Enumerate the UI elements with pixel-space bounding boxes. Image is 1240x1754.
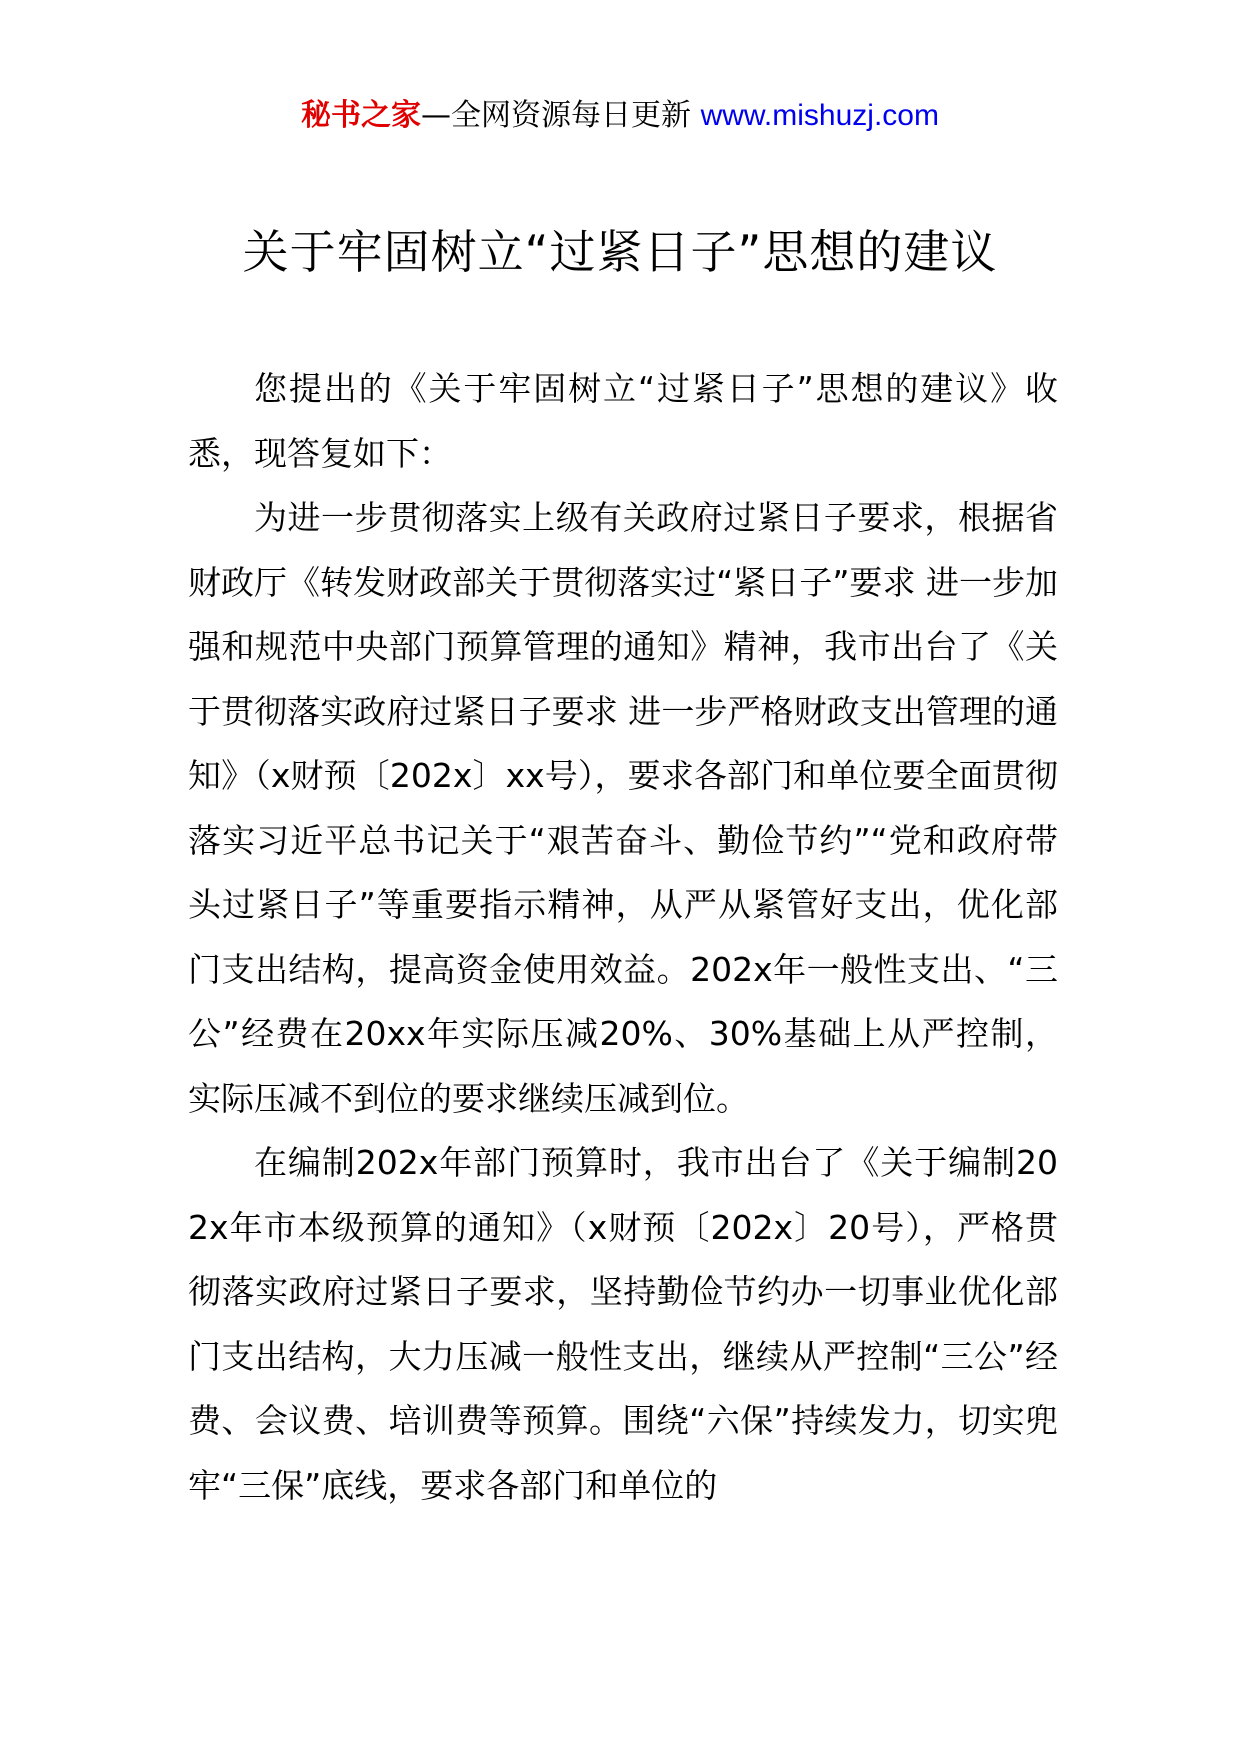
site-tagline: —全网资源每日更新 xyxy=(421,98,692,133)
paragraph-1: 您提出的《关于牢固树立“过紧日子”思想的建议》收悉，现答复如下： xyxy=(188,369,1058,473)
document-title: 关于牢固树立“过紧日子”思想的建议 xyxy=(242,225,998,279)
site-brand: 秘书之家 xyxy=(301,98,422,133)
site-url-link[interactable]: www.mishuzj.com xyxy=(700,99,939,132)
document-body xyxy=(188,357,1058,1518)
site-header xyxy=(0,96,1240,136)
paragraph-2: 为进一步贯彻落实上级有关政府过紧日子要求，根据省财政厅《转发财政部关于贯彻落实过“紧日子”要求 进一步加强和规范中央部门预算管理的通知》精神，我市出台了《关于贯彻落实政府过紧日子要求 进一步严格财政支出管理的通知》（x财预〔202x〕xx号），要求各部门和单位要全面贯彻落实习近平总书记关于“艰苦奋斗、勤俭节约”“党和政府带头过紧日子”等重要指示精神，从严从紧管好支出，优化部门支出结构，提高资金使用效益。202x年一般性支出、“三公”经费在20xx年实际压减20%、30%基础上从严控制，实际压减不到位的要求继续压减到位。 xyxy=(188,498,1058,1118)
paragraph-3: 在编制202x年部门预算时，我市出台了《关于编制202x年市本级预算的通知》（x财预〔202x〕20号），严格贯彻落实政府过紧日子要求，坚持勤俭节约办一切事业优化部门支出结构，大力压减一般性支出，继续从严控制“三公”经费、会议费、培训费等预算。围绕“六保”持续发力，切实兜牢“三保”底线，要求各部门和单位的 xyxy=(188,1143,1058,1505)
